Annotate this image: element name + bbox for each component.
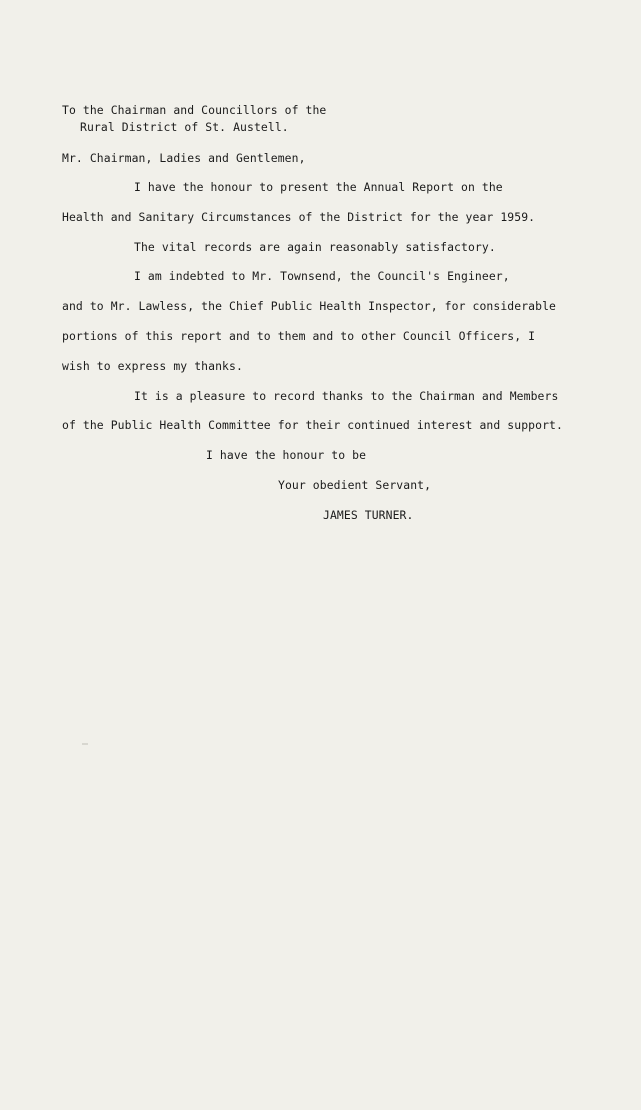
paragraph-3-line-2: and to Mr. Lawless, the Chief Public Health Inspector, for considerable xyxy=(62,299,556,313)
paragraph-4-line-1: It is a pleasure to record thanks to the Chairman and Members xyxy=(134,389,559,403)
paragraph-3-line-3: portions of this report and to them and to other Council Officers, I xyxy=(62,329,536,343)
paper-speck xyxy=(82,743,88,745)
signature: JAMES TURNER. xyxy=(323,508,414,522)
paragraph-1-line-1: I have the honour to present the Annual Report on the xyxy=(134,180,503,194)
paragraph-4-line-2: of the Public Health Committee for their continued interest and support. xyxy=(62,418,563,432)
salutation: Mr. Chairman, Ladies and Gentlemen, xyxy=(62,151,306,165)
paragraph-1-line-2: Health and Sanitary Circumstances of the District for the year 1959. xyxy=(62,210,536,224)
paragraph-2-line-1: The vital records are again reasonably satisfactory. xyxy=(134,240,496,254)
address-line-1: To the Chairman and Councillors of the xyxy=(62,103,327,117)
paragraph-3-line-1: I am indebted to Mr. Townsend, the Council's Engineer, xyxy=(134,269,510,283)
closing-line-2: Your obedient Servant, xyxy=(278,478,432,492)
paragraph-3-line-4: wish to express my thanks. xyxy=(62,359,243,373)
closing-line-1: I have the honour to be xyxy=(206,448,367,462)
address-line-2: Rural District of St. Austell. xyxy=(80,120,289,134)
